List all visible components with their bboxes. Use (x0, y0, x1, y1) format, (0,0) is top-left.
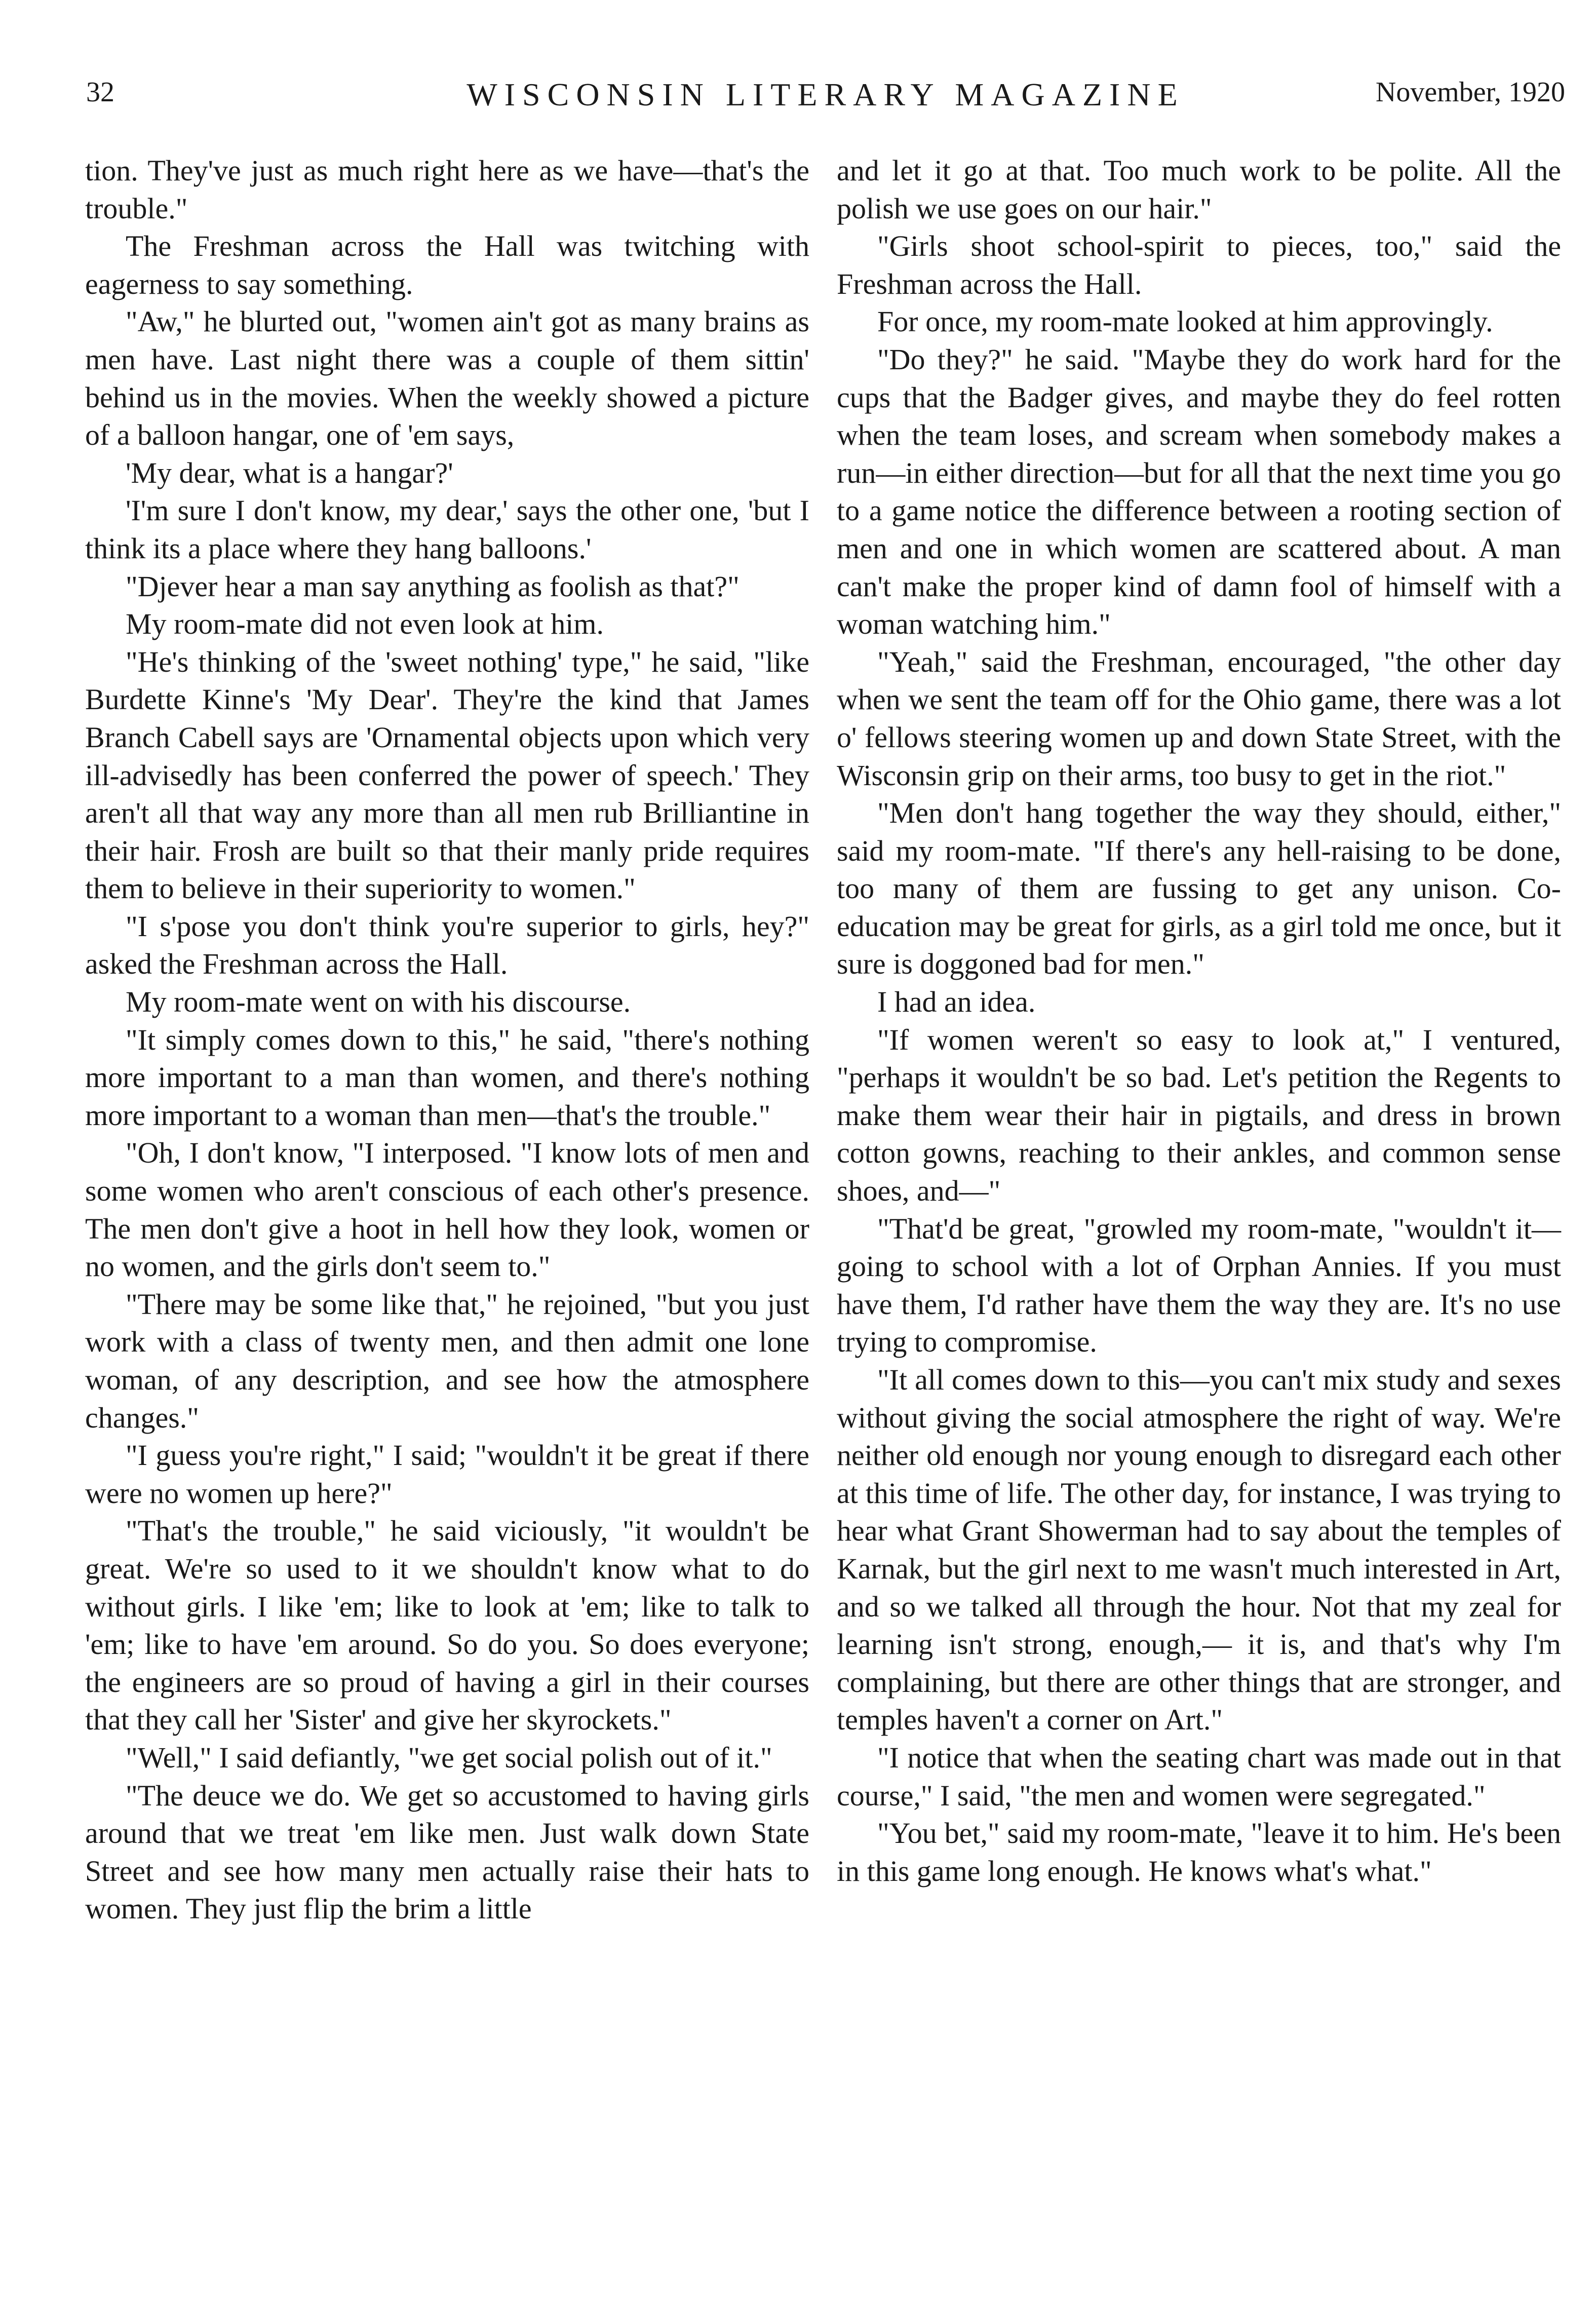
paragraph: 'I'm sure I don't know, my dear,' says the other one, 'but I think its a place where they hang balloons.' (85, 494, 809, 565)
paragraph: The Freshman across the Hall was twitching with eagerness to say something. (85, 229, 809, 300)
paragraph: "I s'pose you don't think you're superior to girls, hey?" asked the Freshman across the Hall. (85, 909, 809, 981)
paragraph: "It simply comes down to this," he said, "there's nothing more important to a man than women, and there's nothing more important to a woman than men—that's the trouble." (85, 1023, 809, 1132)
paragraph: "Well," I said defiantly, "we get social polish out of it." (126, 1741, 772, 1774)
paragraph: "I notice that when the seating chart was made out in that course," I said, "the men and women were segregated." (837, 1741, 1561, 1812)
paragraph: "You bet," said my room-mate, "leave it to him. He's been in this game long enough. He knows what's what." (837, 1817, 1561, 1887)
paragraph: 'My dear, what is a hangar?' (126, 456, 453, 489)
page-number: 32 (86, 76, 114, 108)
paragraph: tion. They've just as much right here as we have—that's the trouble." (85, 154, 809, 225)
left-column (85, 152, 809, 1928)
paragraph: My room-mate went on with his discourse. (126, 985, 631, 1019)
paragraph: "The deuce we do. We get so accustomed to having girls around that we treat 'em like men. Just walk down State Street and see how many men actually raise their hats to women. They just flip the brim a little (85, 1779, 809, 1925)
paragraph: "It all comes down to this—you can't mix study and sexes without giving the social atmosphere the right of way. We're neither old enough nor young enough to disregard each other at this time of life. The other day, for instance, I was trying to hear what Grant Showerman had to say about the temples of Karnak, but the girl next to me wasn't much interested in Art, and so we talked all through the hour. Not that my zeal for learning isn't strong, enough,— it is, and that's why I'm complaining, but there are other things that are stronger, and temples haven't a corner on Art." (837, 1363, 1561, 1737)
paragraph: "Men don't hang together the way they should, either," said my room-mate. "If there's any hell-raising to be done, too many of them are fussing to get any unison. Co-education may be great for girls, as a girl told me once, but it sure is doggoned bad for men." (837, 796, 1561, 981)
running-head (86, 76, 1565, 122)
magazine-title: WISCONSIN LITERARY MAGAZINE (466, 76, 1185, 112)
paragraph: "There may be some like that," he rejoined, "but you just work with a class of twenty men, and then admit one lone woman, of any description, and see how the atmosphere changes." (85, 1287, 809, 1434)
paragraph: "I guess you're right," I said; "wouldn't it be great if there were no women up here?" (85, 1439, 809, 1510)
paragraph: "Djever hear a man say anything as foolish as that?" (126, 569, 739, 603)
paragraph: "Yeah," said the Freshman, encouraged, "the other day when we sent the team off for the Ohio game, there was a lot o' fellows steering women up and down State Street, with the Wisconsin grip on their arms, too busy to get in the riot." (837, 645, 1561, 792)
paragraph: "That'd be great, "growled my room-mate, "wouldn't it—going to school with a lot of Orphan Annies. If you must have them, I'd rather have them the way they are. It's no use trying to compromise. (837, 1212, 1561, 1359)
right-column (837, 152, 1561, 1890)
paragraph: "Oh, I don't know, "I interposed. "I know lots of men and some women who aren't conscious of each other's presence. The men don't give a hoot in hell how they look, women or no women, and the girls don't seem to." (85, 1136, 809, 1283)
paragraph: "Girls shoot school-spirit to pieces, too," said the Freshman across the Hall. (837, 229, 1561, 300)
paragraph: "He's thinking of the 'sweet nothing' type," he said, "like Burdette Kinne's 'My Dear'. They're the kind that James Branch Cabell says are 'Ornamental objects upon which very ill-advisedly has been conferred the power of speech.' They aren't all that way any more than all men rub Brilliantine in their hair. Frosh are built so that their manly pride requires them to believe in their superiority to women." (85, 645, 809, 905)
paragraph: "Aw," he blurted out, "women ain't got as many brains as men have. Last night there was a couple of them sittin' behind us in the movies. When the weekly showed a picture of a balloon hangar, one of 'em says, (85, 305, 809, 452)
paragraph: "Do they?" he said. "Maybe they do work hard for the cups that the Badger gives, and maybe they do feel rotten when the team loses, and scream when somebody makes a run—in either direction—but for all that the next time you go to a game notice the difference between a rooting section of men and one in which women are scattered about. A man can't make the proper kind of damn fool of himself with a woman watching him." (837, 342, 1561, 641)
paragraph: "If women weren't so easy to look at," I ventured, "perhaps it wouldn't be so bad. Let's petition the Regents to make them wear their hair in pigtails, and dress in brown cotton gowns, reaching to their ankles, and common sense shoes, and—" (837, 1023, 1561, 1208)
paragraph: "That's the trouble," he said viciously, "it wouldn't be great. We're so used to it we shouldn't know what to do without girls. I like 'em; like to look at 'em; like to talk to 'em; like to have 'em around. So do you. So does everyone; the engineers are so proud of having a girl in their courses that they call her 'Sister' and give her skyrockets." (85, 1514, 809, 1737)
paragraph: I had an idea. (877, 985, 1036, 1019)
paragraph: For once, my room-mate looked at him approvingly. (877, 305, 1493, 338)
paragraph: My room-mate did not even look at him. (126, 607, 604, 641)
paragraph: and let it go at that. Too much work to be polite. All the polish we use goes on our hair." (837, 154, 1561, 225)
issue-date: November, 1920 (1375, 76, 1565, 108)
